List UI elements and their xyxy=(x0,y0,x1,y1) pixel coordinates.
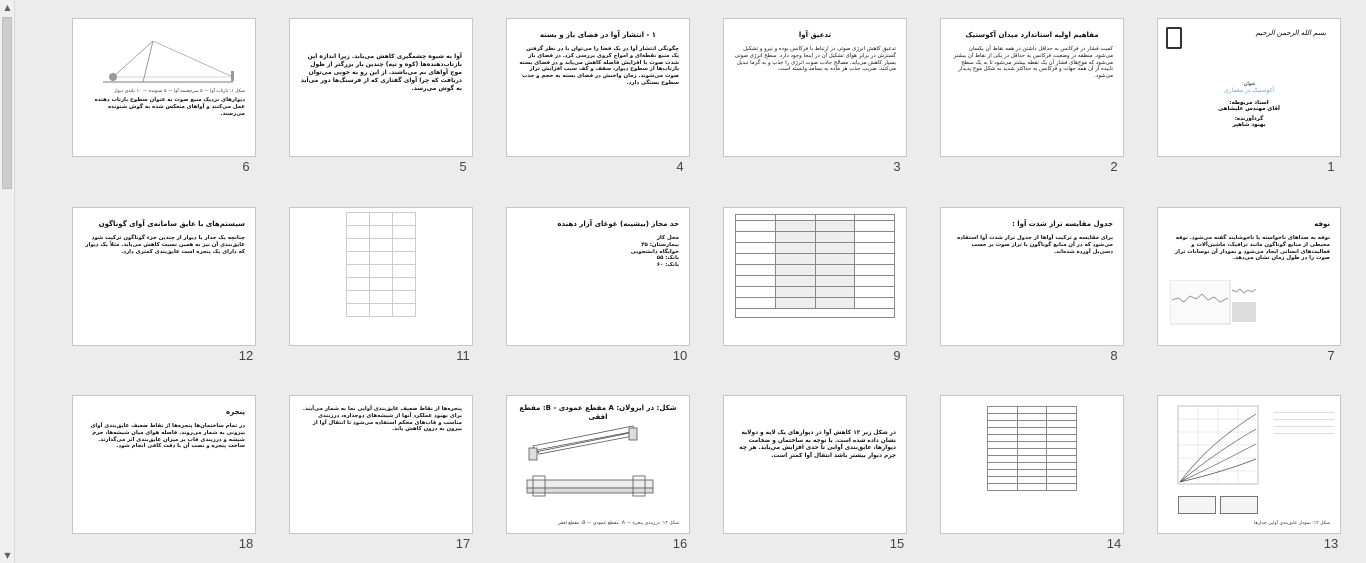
slide-1-subject: آکوستیک در معماری xyxy=(1223,87,1275,94)
noise-graph-icon xyxy=(1170,280,1260,330)
slide-thumbnail-3[interactable] xyxy=(723,18,907,178)
slide-8-canvas xyxy=(940,207,1124,346)
slide-16-caption: شکل ۱۳: درزبندی پنجره — A: مقطع عمودی — B: مقطع افقی xyxy=(557,521,679,526)
slide-1-author: بهنود شاهپر xyxy=(1232,122,1266,128)
slide-6-caption: شکل ۱: بازتاب آوا — ۵ سرچشمه آوا — ۵ شنونده — ۱۰ بلندی دیوار xyxy=(114,89,245,94)
slide-4-title: ۱ - انتشار آوا در فضای باز و بسته xyxy=(539,31,657,39)
slide-6-body: دیوارهای نزدیک منبع صوت به عنوان سطوح بازتاب دهنده عمل می‌کنند و آواهای منعکس شده به گوش شنونده می‌رسند. xyxy=(94,97,245,117)
slide-2-title: مفاهیم اولیه استاندارد میدان آکوستیک xyxy=(965,31,1099,39)
slide-thumbnail-7[interactable] xyxy=(1157,207,1341,367)
noise-level-table xyxy=(735,214,895,318)
slide-10-line-2: بیمارستان: ۴۵ xyxy=(641,241,679,248)
slide-9-canvas xyxy=(723,207,907,346)
slide-thumbnail-17[interactable] xyxy=(289,395,473,555)
slide-1-label-subject: عنوان: xyxy=(1242,81,1256,87)
slide-3-canvas xyxy=(723,18,907,157)
slide-thumbnail-16[interactable] xyxy=(506,395,690,555)
slide-thumbnail-11[interactable] xyxy=(289,207,473,367)
scrollbar-thumb[interactable] xyxy=(2,17,12,189)
slide-16-title: شکل: در ایزولان: A مقطع عمودی - B: مقطع افقی xyxy=(519,404,677,421)
slide-2-canvas xyxy=(940,18,1124,157)
scroll-down-arrow-icon[interactable]: ▼ xyxy=(4,551,11,560)
slide-4-body: چگونگی انتشار آوا در یک فضا را می‌توان با در نظر گرفتن یک منبع نقطه‌ای و امواج کروی بررسی کرد. در فضای باز شدت صوت با افزایش فاصله کاهش می‌یابد و در فضای بسته بازتاب‌ها از سطوح دیوار، سقف و کف سبب افزایش تراز صوت می‌شوند. زمان واخنش در فضای بسته به حجم و جذب سطوح بستگی دارد. xyxy=(519,46,679,86)
slide-7-canvas xyxy=(1157,207,1341,346)
slide-number-6: 6 xyxy=(242,159,250,174)
university-logo-icon xyxy=(1166,27,1182,49)
slide-12-title: سیستم‌های با عایق سامانه‌ی آوای گوناگون xyxy=(98,220,245,228)
basmala: بسم الله الرحمن الرحیم xyxy=(1255,29,1326,37)
slide-number-8: 8 xyxy=(1110,348,1118,363)
slide-thumbnail-5[interactable] xyxy=(289,18,473,178)
slide-13-caption: شکل ۱۲: نمودار عایق‌بندی آوایی جدارها xyxy=(1254,521,1330,526)
insulation-chart-icon xyxy=(1168,404,1268,494)
slide-number-16: 16 xyxy=(672,536,688,551)
slide-17-body: پنجره‌ها از نقاط ضعیف عایق‌بندی آوایی نما به شمار می‌آیند. برای بهبود عملکرد آنها از شیشه‌های دوجداره، درزبندی مناسب و قاب‌های محکم استفاده می‌شود تا انتقال آوا از بیرون به درون کاهش یابد. xyxy=(302,406,462,433)
slide-12-body: چنانچه یک جدار یا دیوار از چندین جزء گوناگون ترکیب شود عایق‌بندی آن نیز به همین نسبت کاهش می‌یابد. مثلاً یک دیوار که دارای یک پنجره است عایق‌بندی کمتری دارد. xyxy=(85,235,245,255)
slide-thumbnail-8[interactable] xyxy=(940,207,1124,367)
slide-10-line-3: خوابگاه دانشجویی xyxy=(630,248,679,255)
slide-thumbnail-12[interactable] xyxy=(72,207,256,367)
slide-16-canvas xyxy=(506,395,690,534)
slide-thumbnail-18[interactable] xyxy=(72,395,256,555)
slide-number-7: 7 xyxy=(1327,348,1335,363)
slide-18-title: پنجره xyxy=(225,408,245,416)
slide-number-5: 5 xyxy=(459,159,467,174)
slide-18-body: در تمام ساختمان‌ها پنجره‌ها از نقاط ضعیف عایق‌بندی آوای بیرونی به شمار می‌روند. فاصله هوای میان شیشه‌ها، جرم شیشه و درزبندی قاب بر میزان عایق‌بندی اثر می‌گذارند. ساخت پنجره و نصب آن با دقت کافی انجام شود. xyxy=(90,423,245,450)
slide-number-14: 14 xyxy=(1106,536,1122,551)
slide-thumbnail-4[interactable] xyxy=(506,18,690,178)
slide-13-canvas xyxy=(1157,395,1341,534)
slide-10-title: حد مجاز (بیشینه) غوغای آزار دهنده xyxy=(557,220,679,228)
slide-5-canvas xyxy=(289,18,473,157)
slide-10-line-1: محل کار xyxy=(656,235,679,241)
slide-thumbnail-2[interactable] xyxy=(940,18,1124,178)
slide-number-15: 15 xyxy=(889,536,905,551)
slide-15-canvas xyxy=(723,395,907,534)
slide-10-line-4: بانک: ۵۵ xyxy=(656,255,679,262)
slide-number-17: 17 xyxy=(455,536,471,551)
slide-number-9: 9 xyxy=(893,348,901,363)
slide-1-canvas xyxy=(1157,18,1341,157)
slide-1-teacher: آقای مهندس علیشاهی xyxy=(1218,106,1280,112)
scroll-up-arrow-icon[interactable]: ▲ xyxy=(4,3,11,12)
slide-15-body: در شکل زیر ۱۲ کاهش آوا در دیوارهای یک لایه و دولایه نشان داده شده است. با توجه به ساختمان و ضخامت دیوارها، عایق‌بندی آوایی تا حدی افزایش می‌یابد. هر چه جرم دیوار بیشتر باشد انتقال آوا کمتر است. xyxy=(739,430,896,459)
slide-thumbnail-6[interactable] xyxy=(72,18,256,178)
slide-17-canvas xyxy=(289,395,473,534)
slide-2-body: کمیت فشار در فرکانس به حداقل داشتن در همه نقاط آن یکسان می‌شود. منطقه در وضعیت فرکانس به حداقل در یکی از نقاط آن بیشتر می‌شود که موج‌های فشار آن یک نقطه بیشتر می‌شود تا به یک سطح تابیده از آن همه جهات و فرکانس به حداکثر شدید به شکل موج پدیدار می‌شود. xyxy=(953,46,1113,80)
wall-section-figure-a xyxy=(1178,496,1216,514)
slide-sorter-grid xyxy=(16,0,1366,563)
slide-8-title: جدول مقایسه تراز شدت آوا : xyxy=(1011,220,1113,228)
slide-10-line-5: بانک: ۶۰ xyxy=(656,262,679,269)
wall-insulation-table xyxy=(987,406,1077,491)
slide-3-body: تدعیق کاهش انرژی صوتی در ارتباط با فرکانس بوده و نیرو و تشکیل گسترش در برابر هوای تشکیل آن در اینجا وجود دارد. سطح انرژی صوتی بسیار کاهش می‌یابد. مصالح جاذب صوت انرژی را جذب و به گرما تبدیل می‌کنند. ضریب جذب هر ماده به بسامد وابسته است. xyxy=(734,46,896,73)
slide-thumbnail-9[interactable] xyxy=(723,207,907,367)
slide-4-canvas xyxy=(506,18,690,157)
slide-1-label-teacher: استاد مربوطه: xyxy=(1229,100,1269,106)
slide-1-label-author: گردآورنده: xyxy=(1234,116,1264,122)
slide-12-canvas xyxy=(72,207,256,346)
faint-table xyxy=(346,212,416,317)
wall-section-figure-b xyxy=(1220,496,1258,514)
slide-number-18: 18 xyxy=(238,536,254,551)
slide-18-canvas xyxy=(72,395,256,534)
slide-thumbnail-14[interactable] xyxy=(940,395,1124,555)
slide-number-10: 10 xyxy=(672,348,688,363)
slide-10-canvas xyxy=(506,207,690,346)
slide-thumbnail-1[interactable] xyxy=(1157,18,1341,178)
slide-number-11: 11 xyxy=(456,348,470,363)
slide-thumbnail-15[interactable] xyxy=(723,395,907,555)
slide-13-legend xyxy=(1274,406,1334,434)
slide-number-12: 12 xyxy=(238,348,254,363)
reflection-diagram-icon xyxy=(83,27,243,89)
slide-8-body: برای مقایسه و ترکیب آواها از جدول تراز شدت آوا استفاده می‌شود که در آن منابع گوناگون با تراز صوت بر حسب دسی‌بل آورده شده‌اند. xyxy=(957,235,1113,255)
slide-number-1: 1 xyxy=(1327,159,1335,174)
vertical-scrollbar[interactable] xyxy=(0,0,15,563)
window-section-diagram-icon xyxy=(523,418,673,508)
slide-number-4: 4 xyxy=(676,159,684,174)
slide-7-body: نوفه به صداهای ناخواسته یا ناخوشایند گفته می‌شود. نوفه محیطی از منابع گوناگون مانند ترافیک، ماشین‌آلات و فعالیت‌های انسانی ایجاد می‌شود و نمودار آن نوسانات تراز صوت را در طول زمان نشان می‌دهد. xyxy=(1175,235,1330,262)
slide-3-title: تدعیق آوا xyxy=(798,31,832,39)
slide-7-title: نوفه xyxy=(1314,220,1330,228)
slide-6-canvas xyxy=(72,18,256,157)
slide-number-2: 2 xyxy=(1110,159,1118,174)
slide-number-13: 13 xyxy=(1323,536,1339,551)
slide-thumbnail-13[interactable] xyxy=(1157,395,1341,555)
slide-11-canvas xyxy=(289,207,473,346)
slide-number-3: 3 xyxy=(893,159,901,174)
slide-thumbnail-10[interactable] xyxy=(506,207,690,367)
slide-14-canvas xyxy=(940,395,1124,534)
slide-5-body: آوا به شیوه چشمگیری کاهش می‌یابد. زیرا اندازه این بازتاب‌دهنده‌ها (کوه و تپه) چندین بار بزرگتر از طول موج آواهای بم می‌باشند. از این رو به خوبی می‌توان دریافت که چرا آوای گفتاری که از فرسنگ‌ها دور می‌آید به گوش می‌رسد. xyxy=(300,53,462,92)
